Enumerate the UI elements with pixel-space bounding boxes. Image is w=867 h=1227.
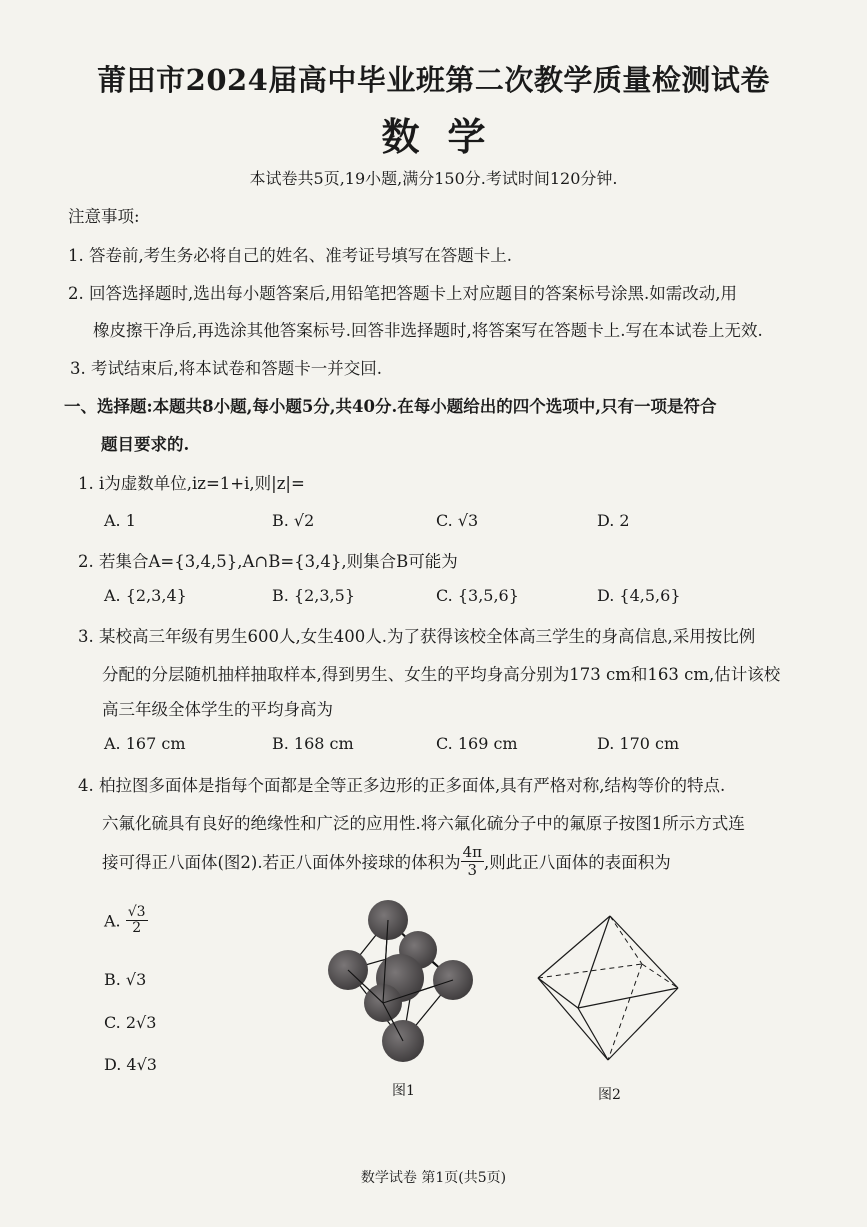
q4-option-a-label: A. (104, 911, 121, 931)
note-item-3: 3. 考试结束后,将本试卷和答题卡一并交回. (70, 359, 382, 378)
fraction-numerator: 4π (462, 843, 483, 861)
section-heading-line-1: 一、选择题:本题共8小题,每小题5分,共40分.在每小题给出的四个选项中,只有一项是符合 (64, 397, 717, 416)
figure-1-sf6-molecule (318, 898, 488, 1068)
hidden-edge (538, 964, 642, 978)
figure-2-caption: 图2 (598, 1087, 621, 1103)
q2-option-b: B. {2,3,5} (272, 586, 355, 605)
q1-option-b: B. √2 (272, 511, 315, 530)
question-3-line-3: 高三年级全体学生的平均身高为 (102, 700, 333, 719)
q1-option-d: D. 2 (597, 511, 630, 530)
question-4-line-3 (102, 844, 671, 878)
q2-option-c: C. {3,5,6} (436, 586, 519, 605)
q2-option-a: A. {2,3,4} (104, 586, 187, 605)
q4-option-a-fraction (126, 905, 148, 937)
figure-1-caption: 图1 (392, 1083, 415, 1099)
q2-option-d: D. {4,5,6} (597, 586, 681, 605)
q3-option-d: D. 170 cm (597, 734, 680, 753)
hidden-edge (610, 916, 642, 964)
question-1-stem: 1. i为虚数单位,iz=1+i,则|z|= (78, 474, 305, 493)
q4-option-a (104, 905, 148, 937)
hidden-edge (608, 964, 642, 1060)
question-4-line-3-text-a: 接可得正八面体(图2).若正八面体外接球的体积为 (102, 853, 461, 872)
question-3-line-1: 3. 某校高三年级有男生600人,女生400人.为了获得该校全体高三学生的身高信息,采用按比例 (78, 627, 756, 646)
exam-title: 莆田市2024届高中毕业班第二次教学质量检测试卷 (97, 63, 770, 97)
q3-option-b: B. 168 cm (272, 734, 354, 753)
edge (538, 978, 608, 1060)
q4-option-a-numerator: √3 (127, 904, 146, 920)
edge (538, 978, 578, 1008)
q1-option-c: C. √3 (436, 511, 479, 530)
question-3-line-2: 分配的分层随机抽样抽取样本,得到男生、女生的平均身高分别为173 cm和163 cm,估计该校 (102, 665, 781, 684)
q3-option-c: C. 169 cm (436, 734, 518, 753)
q4-option-c: C. 2√3 (104, 1013, 157, 1032)
notes-heading: 注意事项: (68, 207, 140, 226)
question-4-line-2: 六氟化硫具有良好的绝缘性和广泛的应用性.将六氟化硫分子中的氟原子按图1所示方式连 (102, 814, 745, 833)
exam-info: 本试卷共5页,19小题,满分150分.考试时间120分钟. (249, 169, 618, 188)
note-item-2-line-2: 橡皮擦干净后,再选涂其他答案标号.回答非选择题时,将答案写在答题卡上.写在本试卷上无效. (93, 321, 763, 340)
note-item-1: 1. 答卷前,考生务必将自己的姓名、准考证号填写在答题卡上. (68, 246, 512, 265)
question-4-line-1: 4. 柏拉图多面体是指每个面都是全等正多边形的正多面体,具有严格对称,结构等价的特点. (78, 776, 726, 795)
q4-option-b: B. √3 (104, 970, 147, 989)
sphere-volume-fraction (461, 844, 484, 878)
edge (608, 988, 678, 1060)
q3-option-a: A. 167 cm (104, 734, 186, 753)
hidden-edge (642, 964, 678, 988)
note-item-2-line-1: 2. 回答选择题时,选出每小题答案后,用铅笔把答题卡上对应题目的答案标号涂黑.如需改动,用 (68, 284, 737, 303)
question-2-stem: 2. 若集合A={3,4,5},A∩B={3,4},则集合B可能为 (78, 552, 458, 571)
section-heading-line-2: 题目要求的. (101, 435, 190, 454)
edge (610, 916, 678, 988)
subject-title: 数学 (381, 114, 514, 159)
q1-option-a: A. 1 (104, 511, 136, 530)
edge (578, 1008, 608, 1060)
q4-option-a-denominator: 2 (132, 920, 142, 937)
fraction-denominator: 3 (467, 860, 478, 879)
question-4-line-3-text-b: ,则此正八面体的表面积为 (484, 853, 671, 872)
figure-2-octahedron (530, 912, 685, 1067)
q4-option-d: D. 4√3 (104, 1055, 157, 1074)
page-footer: 数学试卷 第1页(共5页) (360, 1170, 507, 1186)
edge (578, 988, 678, 1008)
